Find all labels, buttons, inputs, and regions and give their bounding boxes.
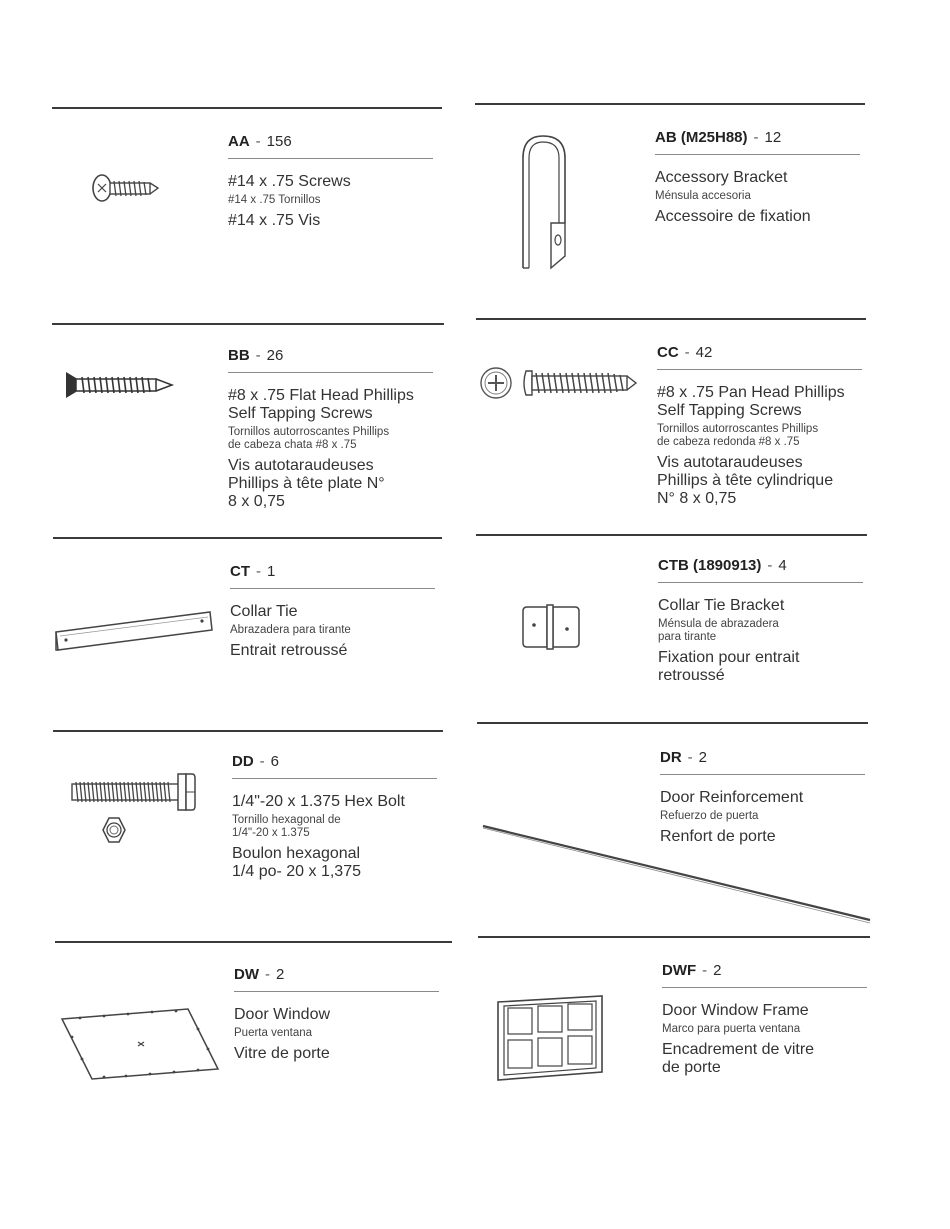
part-code: DWF — [662, 962, 697, 979]
row-divider — [476, 318, 866, 320]
part-code: CC — [657, 344, 679, 361]
description-english: Door Window Frame — [662, 1002, 809, 1019]
description-english: Door Reinforcement — [660, 789, 804, 806]
row-divider — [476, 534, 867, 536]
part-quantity: 12 — [764, 129, 782, 146]
part-quantity: 2 — [276, 966, 285, 983]
separator: - — [255, 347, 261, 364]
separator: - — [684, 344, 690, 361]
separator: - — [687, 749, 693, 766]
part-quantity: 42 — [695, 344, 713, 361]
part-quantity: 156 — [266, 133, 292, 150]
part-quantity: 26 — [266, 347, 284, 364]
row-divider — [52, 107, 442, 109]
separator: - — [265, 966, 270, 983]
description-english: #14 x .75 Screws — [228, 173, 351, 190]
part-code: CT — [230, 563, 250, 580]
pan-head-screw-icon — [478, 365, 643, 401]
row-divider — [53, 537, 442, 539]
part-quantity: 4 — [778, 557, 787, 574]
separator: - — [753, 129, 759, 146]
accessory-bracket-icon — [515, 128, 575, 273]
part-code: DW — [234, 966, 259, 983]
part-code: AA — [228, 133, 250, 150]
row-divider — [53, 730, 443, 732]
part-entry-cc — [657, 344, 862, 508]
row-divider — [478, 936, 870, 938]
description-french: Vitre de porte — [234, 1045, 330, 1062]
separator: - — [767, 557, 773, 574]
part-quantity: 1 — [267, 563, 276, 580]
part-code: DR — [660, 749, 682, 766]
separator: - — [256, 563, 261, 580]
part-entry-bb — [228, 347, 433, 511]
description-french: Entrait retroussé — [230, 642, 348, 659]
description-spanish: Puerta ventana — [234, 1027, 313, 1039]
collar-tie-icon — [52, 604, 217, 652]
description-english: Accessory Bracket — [655, 169, 788, 186]
part-quantity: 6 — [270, 753, 280, 770]
row-divider — [52, 323, 444, 325]
description-spanish: #14 x .75 Tornillos — [228, 194, 321, 206]
separator: - — [702, 962, 708, 979]
description-french: Boulon hexagonal 1/4 po- 20 x 1,375 — [232, 845, 361, 880]
description-english: Door Window — [234, 1006, 331, 1023]
description-french: Accessoire de fixation — [655, 208, 811, 225]
description-spanish: Tornillos autorroscantes Phillips de cabeza chata #8 x .75 — [228, 426, 390, 451]
hex-bolt-icon — [70, 770, 200, 850]
door-window-frame-icon — [494, 992, 606, 1084]
part-code: DD — [232, 753, 254, 770]
separator: - — [255, 133, 261, 150]
description-english: Collar Tie Bracket — [658, 597, 785, 614]
description-french: Vis autotaraudeuses Phillips à tête plate N° 8 x 0,75 — [228, 457, 385, 510]
description-french: #14 x .75 Vis — [228, 212, 321, 229]
description-french: Encadrement de vitre de porte — [662, 1041, 815, 1076]
description-spanish: Tornillo hexagonal de 1/4"-20 x 1.375 — [232, 814, 341, 839]
part-entry-ab — [655, 129, 860, 226]
description-english: 1/4"-20 x 1.375 Hex Bolt — [232, 793, 405, 810]
description-spanish: Ménsula accesoria — [655, 190, 751, 202]
description-french: Fixation pour entrait retroussé — [658, 649, 800, 684]
description-spanish: Ménsula de abrazadera para tirante — [658, 618, 779, 643]
part-entry-ct — [230, 563, 435, 660]
pan-screw-icon — [92, 170, 162, 206]
description-english: #8 x .75 Flat Head Phillips Self Tapping Screws — [228, 387, 414, 422]
description-english: Collar Tie — [230, 603, 298, 620]
row-divider — [55, 941, 452, 943]
description-spanish: Marco para puerta ventana — [662, 1023, 801, 1035]
part-quantity: 2 — [698, 749, 708, 766]
part-code: BB — [228, 347, 250, 364]
part-code: AB (M25H88) — [655, 129, 748, 146]
collar-tie-bracket-icon — [519, 603, 583, 649]
row-divider — [475, 103, 865, 105]
description-english: #8 x .75 Pan Head Phillips Self Tapping Screws — [657, 384, 845, 419]
part-entry-dd — [232, 753, 437, 881]
description-spanish: Tornillos autorroscantes Phillips de cabeza redonda #8 x .75 — [657, 423, 819, 448]
part-entry-dwf — [662, 962, 867, 1077]
row-divider — [477, 722, 868, 724]
part-entry-ctb — [658, 557, 863, 685]
description-spanish: Abrazadera para tirante — [230, 624, 351, 636]
description-spanish: Refuerzo de puerta — [660, 810, 759, 822]
part-entry-aa — [228, 133, 433, 230]
part-quantity: 2 — [713, 962, 722, 979]
separator: - — [259, 753, 265, 770]
door-reinforcement-icon — [480, 820, 875, 930]
part-entry-dw — [234, 966, 439, 1063]
description-french: Renfort de porte — [660, 828, 776, 845]
door-window-icon — [58, 1003, 223, 1081]
part-code: CTB (1890913) — [658, 557, 762, 574]
description-french: Vis autotaraudeuses Phillips à tête cylindrique N° 8 x 0,75 — [657, 454, 834, 507]
flat-head-screw-icon — [62, 370, 177, 400]
